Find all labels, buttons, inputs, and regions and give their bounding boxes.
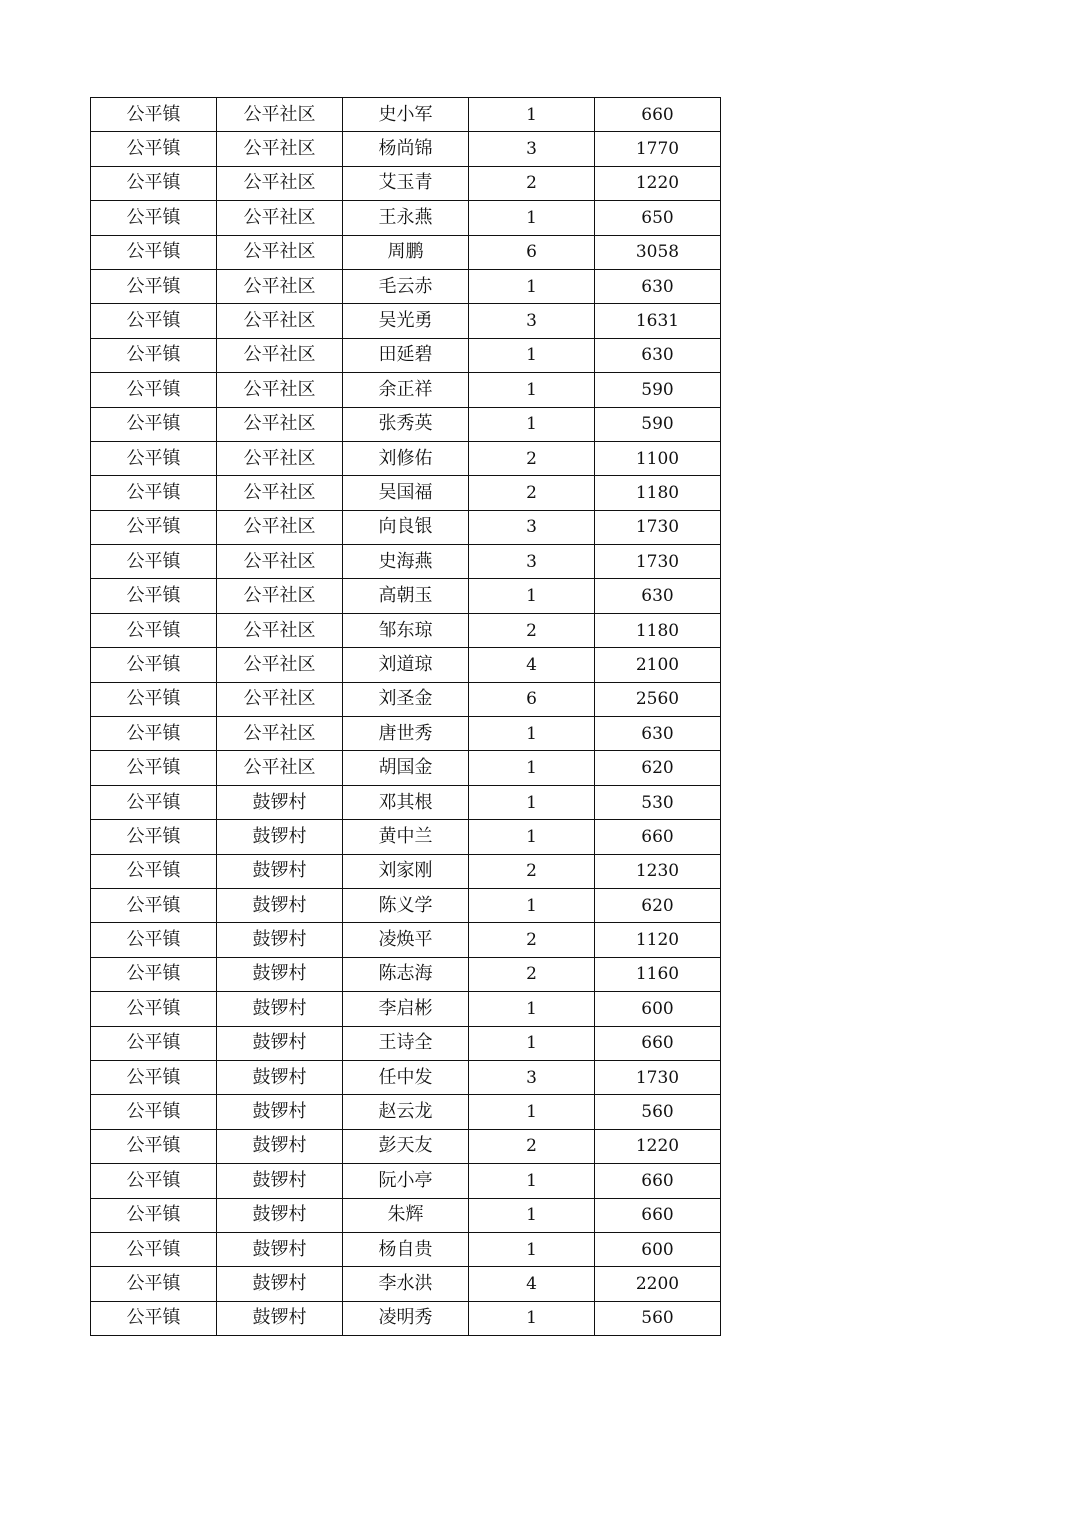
name-cell: 杨尚锦 xyxy=(343,132,469,166)
household-size-cell: 3 xyxy=(469,510,595,544)
document-page xyxy=(90,97,721,1336)
household-size-cell: 1 xyxy=(469,1164,595,1198)
household-size-cell: 1 xyxy=(469,579,595,613)
table-row xyxy=(91,269,721,303)
amount-cell: 660 xyxy=(595,1026,721,1060)
town-cell: 公平镇 xyxy=(91,98,217,132)
table-row xyxy=(91,132,721,166)
household-size-cell: 1 xyxy=(469,717,595,751)
amount-cell: 590 xyxy=(595,373,721,407)
town-cell: 公平镇 xyxy=(91,545,217,579)
household-size-cell: 1 xyxy=(469,338,595,372)
table-row xyxy=(91,923,721,957)
town-cell: 公平镇 xyxy=(91,1026,217,1060)
household-size-cell: 1 xyxy=(469,888,595,922)
household-size-cell: 1 xyxy=(469,820,595,854)
table-row xyxy=(91,1164,721,1198)
amount-cell: 560 xyxy=(595,1301,721,1335)
name-cell: 毛云赤 xyxy=(343,269,469,303)
household-size-cell: 1 xyxy=(469,269,595,303)
town-cell: 公平镇 xyxy=(91,1095,217,1129)
amount-cell: 600 xyxy=(595,992,721,1026)
name-cell: 刘道琼 xyxy=(343,648,469,682)
table-row xyxy=(91,888,721,922)
table-row xyxy=(91,992,721,1026)
town-cell: 公平镇 xyxy=(91,373,217,407)
amount-cell: 630 xyxy=(595,717,721,751)
town-cell: 公平镇 xyxy=(91,166,217,200)
table-row xyxy=(91,579,721,613)
town-cell: 公平镇 xyxy=(91,407,217,441)
community-cell: 鼓锣村 xyxy=(217,820,343,854)
amount-cell: 2100 xyxy=(595,648,721,682)
amount-cell: 590 xyxy=(595,407,721,441)
town-cell: 公平镇 xyxy=(91,1129,217,1163)
table-row xyxy=(91,1232,721,1266)
community-cell: 公平社区 xyxy=(217,269,343,303)
household-size-cell: 1 xyxy=(469,1095,595,1129)
household-size-cell: 3 xyxy=(469,132,595,166)
amount-cell: 620 xyxy=(595,751,721,785)
table-row xyxy=(91,166,721,200)
amount-cell: 600 xyxy=(595,1232,721,1266)
table-row xyxy=(91,1095,721,1129)
community-cell: 鼓锣村 xyxy=(217,957,343,991)
community-cell: 鼓锣村 xyxy=(217,1164,343,1198)
community-cell: 公平社区 xyxy=(217,235,343,269)
household-size-cell: 2 xyxy=(469,476,595,510)
table-row xyxy=(91,373,721,407)
community-cell: 鼓锣村 xyxy=(217,1095,343,1129)
name-cell: 周鹏 xyxy=(343,235,469,269)
community-cell: 公平社区 xyxy=(217,373,343,407)
community-cell: 公平社区 xyxy=(217,132,343,166)
table-row xyxy=(91,407,721,441)
name-cell: 吴光勇 xyxy=(343,304,469,338)
community-cell: 鼓锣村 xyxy=(217,1060,343,1094)
amount-cell: 1100 xyxy=(595,441,721,475)
table-row xyxy=(91,1267,721,1301)
household-size-cell: 6 xyxy=(469,235,595,269)
community-cell: 鼓锣村 xyxy=(217,888,343,922)
community-cell: 公平社区 xyxy=(217,613,343,647)
name-cell: 陈义学 xyxy=(343,888,469,922)
community-cell: 鼓锣村 xyxy=(217,854,343,888)
table-row xyxy=(91,1060,721,1094)
community-cell: 公平社区 xyxy=(217,717,343,751)
town-cell: 公平镇 xyxy=(91,1301,217,1335)
name-cell: 史小军 xyxy=(343,98,469,132)
town-cell: 公平镇 xyxy=(91,579,217,613)
amount-cell: 630 xyxy=(595,338,721,372)
name-cell: 艾玉青 xyxy=(343,166,469,200)
town-cell: 公平镇 xyxy=(91,269,217,303)
household-size-cell: 2 xyxy=(469,613,595,647)
town-cell: 公平镇 xyxy=(91,441,217,475)
name-cell: 刘修佑 xyxy=(343,441,469,475)
table-row xyxy=(91,1026,721,1060)
town-cell: 公平镇 xyxy=(91,820,217,854)
table-row xyxy=(91,682,721,716)
community-cell: 公平社区 xyxy=(217,338,343,372)
amount-cell: 3058 xyxy=(595,235,721,269)
community-cell: 鼓锣村 xyxy=(217,785,343,819)
community-cell: 公平社区 xyxy=(217,166,343,200)
household-size-cell: 1 xyxy=(469,201,595,235)
town-cell: 公平镇 xyxy=(91,923,217,957)
name-cell: 吴国福 xyxy=(343,476,469,510)
household-size-cell: 1 xyxy=(469,785,595,819)
amount-cell: 660 xyxy=(595,820,721,854)
table-row xyxy=(91,510,721,544)
community-cell: 公平社区 xyxy=(217,407,343,441)
household-size-cell: 1 xyxy=(469,98,595,132)
community-cell: 鼓锣村 xyxy=(217,1267,343,1301)
household-size-cell: 3 xyxy=(469,545,595,579)
town-cell: 公平镇 xyxy=(91,132,217,166)
household-size-cell: 2 xyxy=(469,166,595,200)
name-cell: 向良银 xyxy=(343,510,469,544)
name-cell: 李水洪 xyxy=(343,1267,469,1301)
name-cell: 阮小亭 xyxy=(343,1164,469,1198)
amount-cell: 630 xyxy=(595,579,721,613)
table-row xyxy=(91,1198,721,1232)
town-cell: 公平镇 xyxy=(91,304,217,338)
name-cell: 高朝玉 xyxy=(343,579,469,613)
town-cell: 公平镇 xyxy=(91,785,217,819)
table-row xyxy=(91,648,721,682)
town-cell: 公平镇 xyxy=(91,510,217,544)
amount-cell: 660 xyxy=(595,1164,721,1198)
amount-cell: 2200 xyxy=(595,1267,721,1301)
household-size-cell: 2 xyxy=(469,923,595,957)
amount-cell: 2560 xyxy=(595,682,721,716)
table-row xyxy=(91,98,721,132)
community-cell: 鼓锣村 xyxy=(217,1301,343,1335)
name-cell: 邓其根 xyxy=(343,785,469,819)
table-body xyxy=(91,98,721,1336)
community-cell: 公平社区 xyxy=(217,510,343,544)
name-cell: 唐世秀 xyxy=(343,717,469,751)
amount-cell: 1631 xyxy=(595,304,721,338)
community-cell: 鼓锣村 xyxy=(217,923,343,957)
table-row xyxy=(91,957,721,991)
amount-cell: 1180 xyxy=(595,613,721,647)
household-size-cell: 1 xyxy=(469,373,595,407)
name-cell: 胡国金 xyxy=(343,751,469,785)
household-size-cell: 1 xyxy=(469,1301,595,1335)
table-row xyxy=(91,338,721,372)
name-cell: 陈志海 xyxy=(343,957,469,991)
household-size-cell: 2 xyxy=(469,1129,595,1163)
household-size-cell: 2 xyxy=(469,441,595,475)
town-cell: 公平镇 xyxy=(91,476,217,510)
table-row xyxy=(91,613,721,647)
amount-cell: 1730 xyxy=(595,1060,721,1094)
town-cell: 公平镇 xyxy=(91,1198,217,1232)
amount-cell: 1770 xyxy=(595,132,721,166)
town-cell: 公平镇 xyxy=(91,992,217,1026)
household-size-cell: 2 xyxy=(469,854,595,888)
town-cell: 公平镇 xyxy=(91,1232,217,1266)
name-cell: 刘圣金 xyxy=(343,682,469,716)
town-cell: 公平镇 xyxy=(91,613,217,647)
household-size-cell: 1 xyxy=(469,1198,595,1232)
name-cell: 邹东琼 xyxy=(343,613,469,647)
name-cell: 李启彬 xyxy=(343,992,469,1026)
amount-cell: 1180 xyxy=(595,476,721,510)
community-cell: 公平社区 xyxy=(217,579,343,613)
table-row xyxy=(91,854,721,888)
name-cell: 任中发 xyxy=(343,1060,469,1094)
name-cell: 朱辉 xyxy=(343,1198,469,1232)
name-cell: 张秀英 xyxy=(343,407,469,441)
household-size-cell: 6 xyxy=(469,682,595,716)
name-cell: 黄中兰 xyxy=(343,820,469,854)
amount-cell: 1160 xyxy=(595,957,721,991)
town-cell: 公平镇 xyxy=(91,201,217,235)
table-row xyxy=(91,304,721,338)
town-cell: 公平镇 xyxy=(91,1060,217,1094)
town-cell: 公平镇 xyxy=(91,854,217,888)
household-size-cell: 1 xyxy=(469,751,595,785)
household-size-cell: 4 xyxy=(469,1267,595,1301)
amount-cell: 660 xyxy=(595,1198,721,1232)
community-cell: 公平社区 xyxy=(217,98,343,132)
amount-cell: 1220 xyxy=(595,166,721,200)
community-cell: 鼓锣村 xyxy=(217,1026,343,1060)
amount-cell: 650 xyxy=(595,201,721,235)
community-cell: 鼓锣村 xyxy=(217,1232,343,1266)
community-cell: 公平社区 xyxy=(217,304,343,338)
name-cell: 刘家刚 xyxy=(343,854,469,888)
household-size-cell: 3 xyxy=(469,1060,595,1094)
amount-cell: 660 xyxy=(595,98,721,132)
town-cell: 公平镇 xyxy=(91,338,217,372)
household-size-cell: 3 xyxy=(469,304,595,338)
community-cell: 鼓锣村 xyxy=(217,992,343,1026)
amount-cell: 560 xyxy=(595,1095,721,1129)
name-cell: 余正祥 xyxy=(343,373,469,407)
town-cell: 公平镇 xyxy=(91,682,217,716)
name-cell: 凌明秀 xyxy=(343,1301,469,1335)
community-cell: 公平社区 xyxy=(217,476,343,510)
name-cell: 杨自贵 xyxy=(343,1232,469,1266)
community-cell: 公平社区 xyxy=(217,682,343,716)
amount-cell: 1220 xyxy=(595,1129,721,1163)
amount-cell: 530 xyxy=(595,785,721,819)
community-cell: 公平社区 xyxy=(217,648,343,682)
amount-cell: 1120 xyxy=(595,923,721,957)
name-cell: 田延碧 xyxy=(343,338,469,372)
table-row xyxy=(91,1129,721,1163)
household-table xyxy=(90,97,721,1336)
community-cell: 鼓锣村 xyxy=(217,1129,343,1163)
town-cell: 公平镇 xyxy=(91,648,217,682)
town-cell: 公平镇 xyxy=(91,888,217,922)
table-row xyxy=(91,235,721,269)
name-cell: 王永燕 xyxy=(343,201,469,235)
household-size-cell: 1 xyxy=(469,1026,595,1060)
name-cell: 史海燕 xyxy=(343,545,469,579)
household-size-cell: 1 xyxy=(469,1232,595,1266)
community-cell: 公平社区 xyxy=(217,545,343,579)
town-cell: 公平镇 xyxy=(91,751,217,785)
town-cell: 公平镇 xyxy=(91,957,217,991)
table-row xyxy=(91,201,721,235)
table-row xyxy=(91,441,721,475)
table-row xyxy=(91,785,721,819)
community-cell: 公平社区 xyxy=(217,201,343,235)
amount-cell: 1730 xyxy=(595,545,721,579)
table-row xyxy=(91,751,721,785)
community-cell: 公平社区 xyxy=(217,751,343,785)
table-row xyxy=(91,545,721,579)
table-row xyxy=(91,1301,721,1335)
amount-cell: 620 xyxy=(595,888,721,922)
name-cell: 赵云龙 xyxy=(343,1095,469,1129)
community-cell: 公平社区 xyxy=(217,441,343,475)
table-row xyxy=(91,476,721,510)
amount-cell: 1230 xyxy=(595,854,721,888)
table-row xyxy=(91,820,721,854)
town-cell: 公平镇 xyxy=(91,1164,217,1198)
household-size-cell: 4 xyxy=(469,648,595,682)
amount-cell: 630 xyxy=(595,269,721,303)
name-cell: 彭天友 xyxy=(343,1129,469,1163)
town-cell: 公平镇 xyxy=(91,717,217,751)
town-cell: 公平镇 xyxy=(91,235,217,269)
name-cell: 凌焕平 xyxy=(343,923,469,957)
community-cell: 鼓锣村 xyxy=(217,1198,343,1232)
town-cell: 公平镇 xyxy=(91,1267,217,1301)
household-size-cell: 2 xyxy=(469,957,595,991)
amount-cell: 1730 xyxy=(595,510,721,544)
household-size-cell: 1 xyxy=(469,992,595,1026)
table-row xyxy=(91,717,721,751)
name-cell: 王诗全 xyxy=(343,1026,469,1060)
household-size-cell: 1 xyxy=(469,407,595,441)
